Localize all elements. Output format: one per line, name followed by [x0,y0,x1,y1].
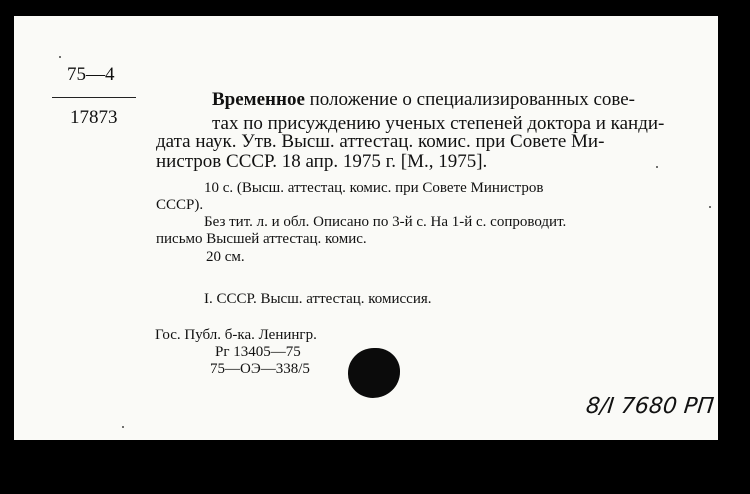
accession-number: 17873 [70,107,118,128]
library-line-3: 75—ОЭ—338/5 [210,361,310,377]
speck [59,56,61,58]
library-line-2: Рг 13405—75 [215,344,301,360]
collation-line-2: СССР). [156,197,204,213]
size-note: 20 см. [206,249,245,265]
handwritten-note: 8/I 7680 РП [584,394,716,419]
note-line-1: Без тит. л. и обл. Описано по 3-й с. На 1-й с. сопроводит. [204,214,567,230]
title-bold-word: Временное [212,89,305,110]
class-code: 75—4 [67,64,115,85]
catalog-card [14,16,718,440]
title-line-2: тах по присуждению ученых степеней доктора и канди- [212,113,665,134]
speck [709,206,711,208]
library-line-1: Гос. Публ. б-ка. Ленингр. [155,327,317,343]
note-line-2: письмо Высшей аттестац. комис. [156,231,367,247]
speck [122,426,124,428]
speck [656,166,658,168]
title-line-3: дата наук. Утв. Высш. аттестац. комис. при Совете Ми- [156,131,605,152]
collation-line-1: 10 с. (Высш. аттестац. комис. при Совете Министров [204,180,544,196]
title-line-1 [212,88,635,112]
title-line-1-text: положение о специализированных сове- [304,89,635,110]
ink-stamp-blot [348,348,400,398]
title-line-4: нистров СССР. 18 апр. 1975 г. [М., 1975]. [156,151,488,172]
subject-entry: I. СССР. Высш. аттестац. комиссия. [204,291,432,307]
divider-line [52,97,136,98]
